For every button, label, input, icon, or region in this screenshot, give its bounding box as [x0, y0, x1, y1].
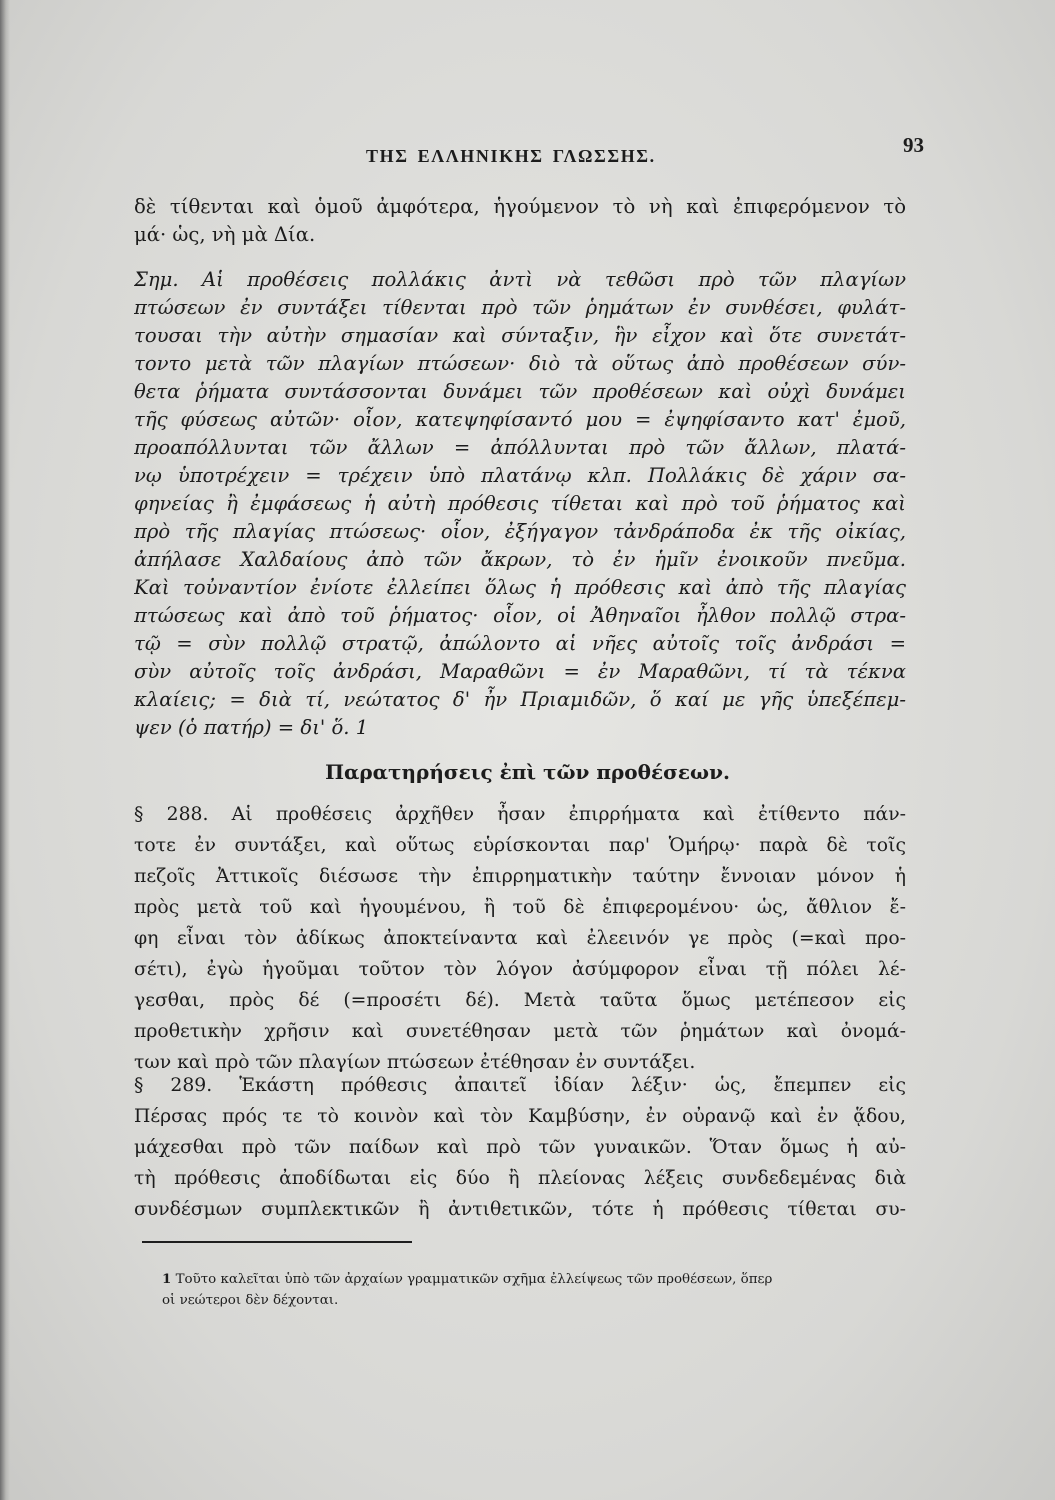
note-line: σὺν αὐτοῖς τοῖς ἀνδράσι, Μαραθῶνι = ἐν Μαραθῶνι, τί τὰ τέκνα — [134, 660, 906, 683]
note-line: τῷ = σὺν πολλῷ στρατῷ, ἀπώλοντο αἱ νῆες αὐτοῖς τοῖς ἀνδράσι = — [134, 632, 906, 655]
section-line: των καὶ πρὸ τῶν πλαγίων πτώσεων ἐτέθησαν ἐν συντάξει. — [134, 1052, 696, 1073]
section-line: τὴ πρόθεσις ἀποδίδωται εἰς δύο ἢ πλείονας λέξεις συνδεδεμένας διὰ — [134, 1168, 906, 1189]
section-heading: Παρατηρήσεις ἐπὶ τῶν προθέσεων. — [325, 760, 730, 784]
note-line: τουσαι τὴν αὐτὴν σημασίαν καὶ σύνταξιν, ἣν εἶχον καὶ ὅτε συνετάτ- — [134, 324, 906, 347]
section-line: § 289. Ἑκάστη πρόθεσις ἀπαιτεῖ ἰδίαν λέξιν· ὡς, ἔπεμπεν εἰς — [134, 1075, 906, 1096]
running-title: ΤΗΣ ΕΛΛΗΝΙΚΗΣ ΓΛΩΣΣΗΣ. — [366, 146, 656, 166]
note-line: τοντο μετὰ τῶν πλαγίων πτώσεων· διὸ τὰ οὕτως ἀπὸ προθέσεων σύν- — [134, 352, 906, 375]
section-line: σέτι), ἐγὼ ἡγοῦμαι τοῦτον τὸν λόγον ἀσύμφορον εἶναι τῇ πόλει λέ- — [134, 959, 906, 980]
footnote-number: 1 — [162, 1271, 172, 1287]
section-line: γεσθαι, πρὸς δέ (=προσέτι δέ). Μετὰ ταῦτα ὅμως μετέπεσον εἰς — [134, 990, 906, 1011]
note-line: Καὶ τοὐναντίον ἐνίοτε ἐλλείπει ὅλως ἡ πρόθεσις καὶ ἀπὸ τῆς πλαγίας — [134, 576, 906, 599]
section-line: προθετικὴν χρῆσιν καὶ συνετέθησαν μετὰ τῶν ῥημάτων καὶ ὀνομά- — [134, 1021, 906, 1042]
note-line: ἀπήλασε Χαλδαίους ἀπὸ τῶν ἄκρων, τὸ ἐν ἡμῖν ἐνοικοῦν πνεῦμα. — [134, 548, 906, 571]
section-289 — [134, 1070, 906, 1225]
footnote — [162, 1269, 907, 1311]
note-line: πρὸ τῆς πλαγίας πτώσεως· οἷον, ἐξήγαγον τἀνδράποδα ἐκ τῆς οἰκίας, — [134, 520, 906, 543]
page-binding-edge — [0, 0, 10, 1500]
note-line: πτώσεως καὶ ἀπὸ τοῦ ῥήματος· οἷον, οἱ Ἀθηναῖοι ἦλθον πολλῷ στρα- — [134, 604, 906, 627]
note-line: θετα ῥήματα συντάσσονται δυνάμει τῶν προθέσεων καὶ οὐχὶ δυνάμει — [134, 380, 906, 403]
note-line: πτώσεων ἐν συντάξει τίθενται πρὸ τῶν ῥημάτων ἐν συνθέσει, φυλάτ- — [134, 296, 906, 319]
section-line: μάχεσθαι πρὸ τῶν παίδων καὶ πρὸ τῶν γυναικῶν. Ὅταν ὅμως ἡ αὐ- — [134, 1137, 906, 1158]
page-number: 93 — [903, 133, 924, 157]
intro-paragraph — [134, 193, 906, 249]
section-line: Πέρσας πρός τε τὸ κοινὸν καὶ τὸν Καμβύσην, ἐν οὐρανῷ καὶ ἐν ᾅδου, — [134, 1106, 906, 1127]
note-line: φηνείας ἢ ἐμφάσεως ἡ αὐτὴ πρόθεσις τίθεται καὶ πρὸ τοῦ ῥήματος καὶ — [134, 492, 906, 515]
note-line: κλαίεις; = διὰ τί, νεώτατος δ' ἦν Πριαμιδῶν, ὅ καί με γῆς ὑπεξέπεμ- — [134, 688, 906, 711]
note-paragraph — [134, 266, 906, 742]
note-line: νῳ ὑποτρέχειν = τρέχειν ὑπὸ πλατάνῳ κλπ. Πολλάκις δὲ χάριν σα- — [134, 464, 906, 487]
section-line: πρὸς μετὰ τοῦ καὶ ἡγουμένου, ἢ τοῦ δὲ ἐπιφερομένου· ὡς, ἄθλιον ἔ- — [134, 897, 906, 918]
footnote-separator — [142, 1241, 412, 1243]
footnote-line — [162, 1269, 907, 1290]
footnote-text: Τοῦτο καλεῖται ὑπὸ τῶν ἀρχαίων γραμματικῶν σχῆμα ἐλλείψεως τῶν προθέσεων, ὅπερ — [175, 1272, 773, 1287]
text-line: δὲ τίθενται καὶ ὁμοῦ ἀμφότερα, ἡγούμενον τὸ νὴ καὶ ἐπιφερόμενον τὸ — [134, 195, 906, 218]
note-line: τῆς φύσεως αὐτῶν· οἷον, κατεψηφίσαντό μου = ἐψηφίσαντο κατ' ἐμοῦ, — [134, 408, 906, 431]
section-288 — [134, 799, 906, 1078]
footnote-line: οἱ νεώτεροι δὲν δέχονται. — [162, 1293, 339, 1308]
note-line: προαπόλλυνται τῶν ἄλλων = ἀπόλλυνται πρὸ τῶν ἄλλων, πλατά- — [134, 436, 906, 459]
note-line: Σημ. Αἱ προθέσεις πολλάκις ἀντὶ νὰ τεθῶσι πρὸ τῶν πλαγίων — [134, 268, 906, 291]
text-line: μά· ὡς, νὴ μὰ Δία. — [134, 223, 316, 246]
section-line: § 288. Αἱ προθέσεις ἀρχῆθεν ἦσαν ἐπιρρήματα καὶ ἐτίθεντο πάν- — [134, 804, 906, 825]
section-line: συνδέσμων συμπλεκτικῶν ἢ ἀντιθετικῶν, τότε ἡ πρόθεσις τίθεται συ- — [134, 1199, 906, 1220]
section-line: φη εἶναι τὸν ἀδίκως ἀποκτείναντα καὶ ἐλεεινόν γε πρὸς (=καὶ προ- — [134, 928, 906, 949]
section-line: πεζοῖς Ἀττικοῖς διέσωσε τὴν ἐπιρρηματικὴν ταύτην ἔννοιαν μόνον ἡ — [134, 866, 906, 887]
note-line: ψεν (ὁ πατήρ) = δι' ὅ. 1 — [134, 716, 369, 739]
section-line: τοτε ἐν συντάξει, καὶ οὕτως εὑρίσκονται παρ' Ὁμήρῳ· παρὰ δὲ τοῖς — [134, 835, 906, 856]
